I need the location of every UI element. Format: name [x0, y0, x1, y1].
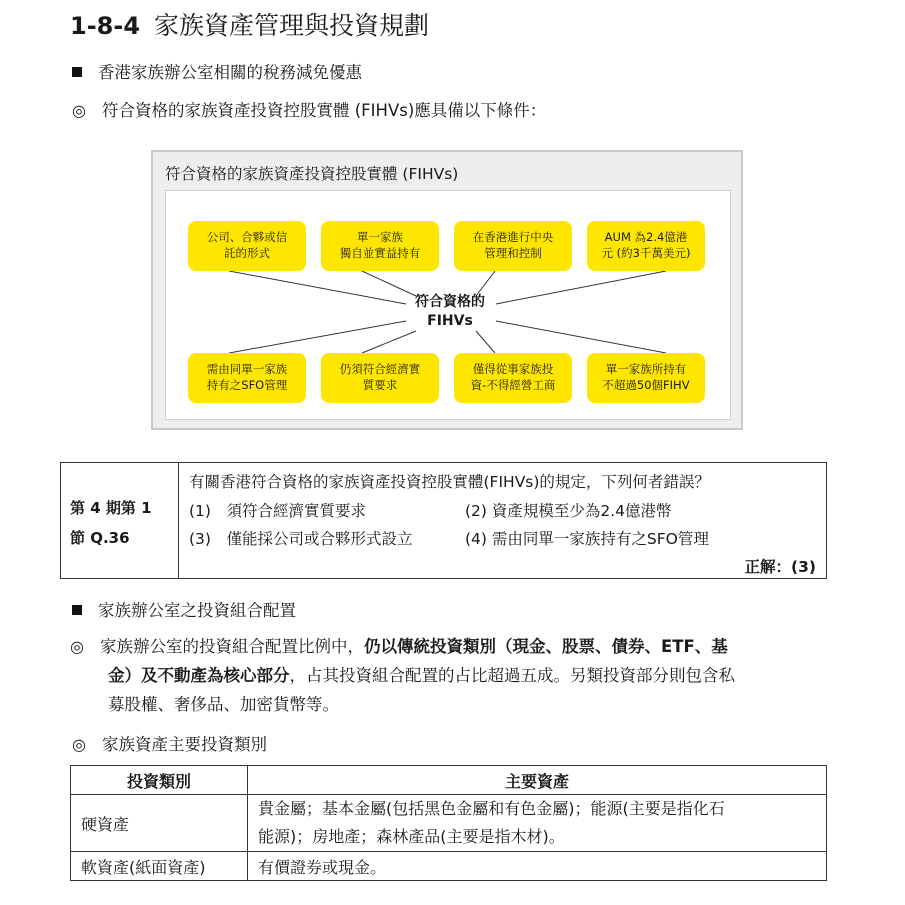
table-header-row: [71, 766, 827, 795]
question-stem: 有關香港符合資格的家族資產投資控股實體(FIHVs)的規定，下列何者錯誤？: [189, 473, 710, 491]
circle-bullet-icon: ◎: [72, 101, 86, 120]
question-source: 第 4 期第 1 節 Q.36: [61, 463, 179, 578]
exam-question-box: [60, 462, 827, 579]
option-3: (3) 僅能採公司或合夥形式設立: [189, 530, 413, 548]
circle-bullet-icon: ◎: [70, 637, 84, 656]
square-bullet-icon: [72, 67, 82, 77]
option-4: (4) 需由同單一家族持有之SFO管理: [465, 530, 709, 548]
condition-box-investment-only: 僅得從事家族投 資-不得經營工商: [454, 353, 572, 403]
circle-bullet-icon: ◎: [72, 735, 86, 754]
table-row: [71, 795, 827, 852]
section-number: 1-8-4: [70, 12, 141, 40]
section-title: 家族資產管理與投資規劃: [154, 11, 430, 40]
header-type: 投資類別: [71, 766, 248, 795]
diagram-center-label: 符合資格的 FIHVs: [415, 294, 485, 329]
cell-type: 硬資產: [71, 795, 248, 852]
condition-box-sfo: 需由同單一家族 持有之SFO管理: [188, 353, 306, 403]
page-title: [70, 6, 429, 42]
cell-assets: 貴金屬；基本金屬(包括黑色金屬和有色金屬)；能源(主要是指化石 能源)；房地產；森林產品(主要是指木材)。: [248, 795, 827, 852]
option-2: (2) 資產規模至少為2.4億港幣: [465, 502, 672, 520]
bullet-tax-benefits: 香港家族辦公室相關的稅務減免優惠: [72, 59, 362, 83]
condition-box-single-family: 單一家族 獨自並實益持有: [321, 221, 439, 271]
square-bullet-icon: [72, 605, 82, 615]
condition-box-max-fihv: 單一家族所持有 不超過50個FIHV: [587, 353, 705, 403]
cell-assets: 有價證券或現金。: [248, 852, 827, 881]
item-fihv-conditions: ◎ 符合資格的家族資產投資控股實體 (FIHVs)應具備以下條件：: [72, 101, 547, 120]
condition-box-aum: AUM 為2.4億港 元 (約3千萬美元): [587, 221, 705, 271]
header-assets: 主要資產: [248, 766, 827, 795]
option-1: (1) 須符合經濟實質要求: [189, 502, 366, 520]
diagram-title: 符合資格的家族資產投資控股實體 (FIHVs): [165, 165, 459, 183]
cell-type: 軟資產(紙面資產): [71, 852, 248, 881]
answer: 正解：(3): [744, 558, 816, 576]
asset-category-table: [70, 765, 827, 881]
condition-box-structure: 公司、合夥或信 託的形式: [188, 221, 306, 271]
portfolio-paragraph: ◎ 家族辦公室的投資組合配置比例中，仍以傳統投資類別（現金、股票、債券、ETF、基 金）及不動產為核心部分，占其投資組合配置的占比超過五成。另類投資部分則包含私 募股權、奢侈品、加密貨幣等。: [70, 632, 830, 719]
table-row: [71, 852, 827, 881]
item-asset-categories: ◎ 家族資產主要投資類別: [72, 735, 267, 754]
fihv-diagram: [151, 150, 743, 430]
bullet-portfolio-allocation: 家族辦公室之投資組合配置: [72, 597, 296, 621]
condition-box-substance: 仍須符合經濟實 質要求: [321, 353, 439, 403]
condition-box-hk-management: 在香港進行中央 管理和控制: [454, 221, 572, 271]
diagram-canvas: [165, 190, 731, 420]
